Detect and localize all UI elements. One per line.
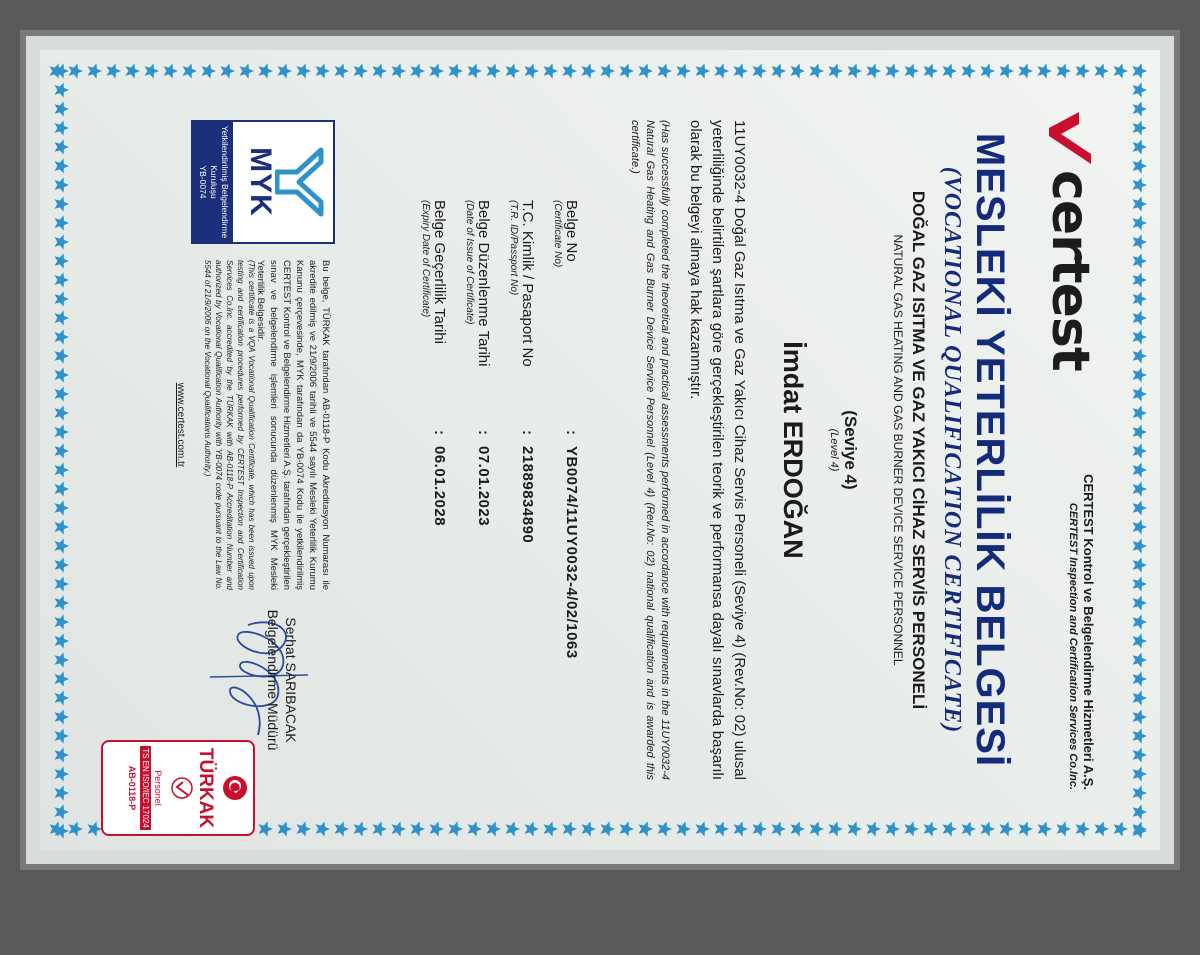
border-star-icon: [373, 63, 388, 78]
border-star-icon: [1133, 139, 1148, 154]
border-star-icon: [1038, 63, 1053, 78]
border-star-icon: [449, 821, 464, 836]
star-border-left: [50, 60, 1150, 82]
signatory-name: Serhat SARIBACAK: [283, 617, 299, 743]
border-star-icon: [563, 63, 578, 78]
border-star-icon: [69, 63, 84, 78]
border-star-icon: [620, 821, 635, 836]
border-star-icon: [55, 158, 70, 173]
border-star-icon: [1133, 63, 1148, 78]
border-star-icon: [88, 63, 103, 78]
border-star-icon: [924, 63, 939, 78]
border-star-icon: [55, 538, 70, 553]
border-star-icon: [316, 63, 331, 78]
border-star-icon: [1114, 821, 1129, 836]
border-star-icon: [145, 63, 160, 78]
border-star-icon: [55, 557, 70, 572]
border-star-icon: [696, 821, 711, 836]
border-star-icon: [1133, 329, 1148, 344]
border-star-icon: [1133, 386, 1148, 401]
border-star-icon: [886, 63, 901, 78]
level-block: [828, 50, 860, 850]
signatory-title: Belgelendirme Müdürü: [265, 609, 281, 751]
border-star-icon: [335, 821, 350, 836]
border-star-icon: [810, 821, 825, 836]
border-star-icon: [810, 63, 825, 78]
border-star-icon: [487, 821, 502, 836]
border-star-icon: [981, 63, 996, 78]
border-star-icon: [924, 821, 939, 836]
field-id-no: [492, 200, 536, 659]
border-star-icon: [1133, 766, 1148, 781]
border-star-icon: [658, 821, 673, 836]
border-star-icon: [88, 821, 103, 836]
border-star-icon: [55, 234, 70, 249]
border-star-icon: [55, 728, 70, 743]
border-star-icon: [55, 405, 70, 420]
field-certificate-no: [536, 200, 580, 659]
border-star-icon: [55, 766, 70, 781]
border-star-icon: [55, 310, 70, 325]
border-star-icon: [1133, 785, 1148, 800]
field-label-en: (Expiry Date of Certificate): [420, 200, 431, 318]
border-star-icon: [601, 821, 616, 836]
myk-letters: MYK: [244, 147, 277, 217]
border-star-icon: [1133, 671, 1148, 686]
legal-text-en: (This certificate is a VQA Vocational Qualification Certificate, which has been issued upon testing and certification procedures performed by CERTEST Inspection and Certification Services Co.Inc. accredited by the TÜRKAK with AB-0118-P Accreditation Number and authorized by Vocational Qualification Authority with YB-0074 code pursuant to the Law No. 5544 of 21/9/2006 on the Vocational Qualifications Authority.): [203, 260, 256, 590]
field-value: 07.01.2023: [475, 446, 492, 527]
border-star-icon: [50, 63, 64, 78]
title-en: (VOCATIONAL QUALIFICATION CERTIFICATE): [939, 166, 965, 734]
field-issue-date: [448, 200, 492, 659]
border-star-icon: [886, 821, 901, 836]
field-label: Belge No: [563, 200, 580, 262]
border-star-icon: [1133, 709, 1148, 724]
border-star-icon: [563, 821, 578, 836]
border-star-icon: [544, 821, 559, 836]
border-star-icon: [639, 821, 654, 836]
border-star-icon: [107, 63, 122, 78]
border-star-icon: [582, 63, 597, 78]
statement-tr: 11UY0032-4 Doğal Gaz Isıtma ve Gaz Yakıcı Cihaz Servis Personeli (Seviye 4) (Rev.No: 02) ulusal yeterliliğinde belirtilen şartlara göre gerçekleştirilen teorik ve performansa dayalı sınavlarda başarılı olarak bu belgeyi almaya hak kazanmıştır.: [687, 120, 748, 780]
star-border-top: [1128, 60, 1150, 840]
border-star-icon: [55, 633, 70, 648]
star-border-bottom: [50, 60, 72, 840]
border-star-icon: [430, 63, 445, 78]
legal-text-tr: Bu belge, TÜRKAK tarafından AB-0118-P Kodu Akreditasyon Numarası ile akredite edilmiş ve 21/9/2006 tarihli ve 5544 sayılı Mesleki Yeterlilik Kurumu Kanunu çerçevesinde, MYK tarafından da YB-0074 Kodu ile yetkilendirilmiş CERTEST Kontrol ve Belgelendirme Hizmetleri A.Ş. tarafından gerçekleştirilen sınav ve belgelendirme işlemleri sonucunda düzenlenmiş MYK Mesleki Yeterlilik Belgesidir.: [255, 260, 331, 590]
border-star-icon: [55, 177, 70, 192]
certest-check-icon: [1047, 110, 1093, 164]
border-star-icon: [449, 63, 464, 78]
turkak-name: TÜRKAK: [195, 747, 216, 829]
border-star-icon: [867, 63, 882, 78]
holder-name: İmdat ERDOĞAN: [778, 341, 808, 559]
border-star-icon: [1114, 63, 1129, 78]
field-value: YB0074/11UY0032-4/02/1063: [563, 446, 580, 659]
border-star-icon: [1133, 443, 1148, 458]
border-star-icon: [221, 63, 236, 78]
myk-subtitle: Yetkilendirilmiş Belgelendirme Kuruluşu: [209, 125, 230, 239]
border-star-icon: [55, 614, 70, 629]
border-star-icon: [1133, 367, 1148, 382]
border-star-icon: [544, 63, 559, 78]
issuer-name-en: CERTEST Inspection and Certification Services Co.Inc.: [1067, 502, 1079, 790]
border-star-icon: [55, 386, 70, 401]
border-star-icon: [1133, 82, 1148, 97]
border-star-icon: [1095, 63, 1110, 78]
border-star-icon: [715, 63, 730, 78]
turkish-flag-icon: [222, 775, 248, 801]
border-star-icon: [55, 215, 70, 230]
border-star-icon: [1133, 462, 1148, 477]
handwritten-signature: [208, 605, 318, 745]
border-star-icon: [696, 63, 711, 78]
border-star-icon: [943, 821, 958, 836]
brand-name: certest: [1040, 170, 1100, 371]
border-star-icon: [582, 821, 597, 836]
border-star-icon: [1038, 821, 1053, 836]
border-star-icon: [1019, 63, 1034, 78]
border-star-icon: [1057, 821, 1072, 836]
certificate-title: [938, 90, 1012, 810]
border-star-icon: [1133, 633, 1148, 648]
border-star-icon: [620, 63, 635, 78]
border-star-icon: [734, 63, 749, 78]
border-star-icon: [55, 481, 70, 496]
border-star-icon: [981, 821, 996, 836]
border-star-icon: [55, 291, 70, 306]
border-star-icon: [1133, 481, 1148, 496]
border-star-icon: [164, 63, 179, 78]
border-star-icon: [1133, 101, 1148, 116]
border-star-icon: [430, 821, 445, 836]
border-star-icon: [55, 690, 70, 705]
border-star-icon: [943, 63, 958, 78]
border-star-icon: [1133, 519, 1148, 534]
border-star-icon: [69, 821, 84, 836]
border-star-icon: [373, 821, 388, 836]
border-star-icon: [468, 821, 483, 836]
signatory: [264, 590, 300, 770]
border-star-icon: [1133, 272, 1148, 287]
certificate-fields: [404, 200, 580, 659]
turkak-accreditation-mark: [101, 740, 255, 836]
border-star-icon: [55, 785, 70, 800]
qualification-en: NATURAL GAS HEATING AND GAS BURNER DEVICE SERVICE PERSONNEL: [891, 234, 905, 666]
border-star-icon: [55, 671, 70, 686]
border-star-icon: [506, 63, 521, 78]
border-star-icon: [55, 576, 70, 591]
border-star-icon: [1133, 405, 1148, 420]
field-separator: :: [563, 430, 580, 435]
border-star-icon: [734, 821, 749, 836]
border-star-icon: [905, 821, 920, 836]
border-star-icon: [639, 63, 654, 78]
border-star-icon: [259, 821, 274, 836]
border-star-icon: [1076, 821, 1091, 836]
border-star-icon: [1133, 424, 1148, 439]
statement-en: (Has successfully completed the theoretical and practical assessments performed in accordance with requirements in the 11UY0032-4 Natural Gas Heating and Gas Burner Device Service Personnel (Level 4) (Rev.No: 02) national qualification and is awarded this certificate.): [629, 120, 671, 780]
border-star-icon: [487, 63, 502, 78]
border-star-icon: [354, 821, 369, 836]
border-star-icon: [55, 595, 70, 610]
border-star-icon: [1133, 821, 1148, 836]
border-star-icon: [55, 652, 70, 667]
border-star-icon: [55, 120, 70, 135]
border-star-icon: [1133, 576, 1148, 591]
border-star-icon: [1133, 215, 1148, 230]
border-star-icon: [55, 367, 70, 382]
border-star-icon: [55, 101, 70, 116]
border-star-icon: [316, 821, 331, 836]
border-star-icon: [240, 63, 255, 78]
border-star-icon: [55, 747, 70, 762]
field-separator: :: [519, 430, 536, 435]
border-star-icon: [1133, 614, 1148, 629]
border-star-icon: [1133, 291, 1148, 306]
website-link[interactable]: www.certest.com.tr: [175, 382, 186, 468]
turkak-type: Personel: [153, 770, 163, 806]
border-star-icon: [867, 821, 882, 836]
border-star-icon: [525, 63, 540, 78]
border-star-icon: [1057, 63, 1072, 78]
border-star-icon: [715, 821, 730, 836]
border-star-icon: [392, 821, 407, 836]
border-star-icon: [753, 821, 768, 836]
border-star-icon: [753, 63, 768, 78]
border-star-icon: [506, 821, 521, 836]
field-label: Belge Geçerlilik Tarihi: [431, 200, 448, 344]
border-star-icon: [297, 821, 312, 836]
border-star-icon: [905, 63, 920, 78]
border-star-icon: [55, 253, 70, 268]
border-star-icon: [354, 63, 369, 78]
turkak-standard: TS EN ISO/IEC 17024: [140, 746, 151, 830]
border-star-icon: [1133, 177, 1148, 192]
check-mark-icon: [170, 774, 194, 802]
border-star-icon: [278, 821, 293, 836]
border-star-icon: [468, 63, 483, 78]
border-star-icon: [183, 63, 198, 78]
border-star-icon: [55, 500, 70, 515]
field-label-en: (Certificate No): [552, 200, 563, 268]
field-expiry-date: [404, 200, 448, 659]
qualification-tr: DOĞAL GAZ ISITMA VE GAZ YAKICI CİHAZ SERVİS PERSONELİ: [909, 190, 928, 710]
border-star-icon: [1133, 310, 1148, 325]
myk-authorization-bar: [193, 122, 233, 242]
border-star-icon: [202, 63, 217, 78]
myk-logo: [191, 120, 335, 244]
border-star-icon: [677, 63, 692, 78]
border-star-icon: [1133, 690, 1148, 705]
certest-logo: [1040, 110, 1100, 371]
border-star-icon: [297, 63, 312, 78]
border-star-icon: [55, 139, 70, 154]
field-value: 06.01.2028: [431, 446, 448, 527]
border-star-icon: [1133, 595, 1148, 610]
border-star-icon: [392, 63, 407, 78]
field-label: T.C. Kimlik / Pasaport No: [519, 200, 536, 367]
border-star-icon: [55, 519, 70, 534]
border-star-icon: [1133, 538, 1148, 553]
border-star-icon: [1076, 63, 1091, 78]
field-label: Belge Düzenlenme Tarihi: [475, 200, 492, 367]
border-star-icon: [50, 821, 64, 836]
border-star-icon: [1133, 728, 1148, 743]
border-star-icon: [1133, 348, 1148, 363]
border-star-icon: [962, 63, 977, 78]
border-star-icon: [411, 63, 426, 78]
field-separator: :: [475, 430, 492, 435]
myk-code: YB-0074: [198, 165, 208, 199]
border-star-icon: [1133, 500, 1148, 515]
border-star-icon: [335, 63, 350, 78]
title-tr: MESLEKİ YETERLİLİK BELGESİ: [968, 132, 1012, 768]
myk-emblem-icon: [275, 144, 325, 220]
border-star-icon: [1133, 747, 1148, 762]
border-star-icon: [55, 272, 70, 287]
issuer-block: [1067, 450, 1096, 790]
border-star-icon: [677, 821, 692, 836]
border-star-icon: [658, 63, 673, 78]
border-star-icon: [1133, 652, 1148, 667]
border-star-icon: [55, 196, 70, 211]
border-star-icon: [1019, 821, 1034, 836]
issuer-name-tr: CERTEST Kontrol ve Belgelendirme Hizmetleri A.Ş.: [1081, 474, 1096, 790]
border-star-icon: [55, 348, 70, 363]
field-label-en: (Date of Issue of Certificate): [464, 200, 475, 325]
qualification-block: [891, 90, 928, 810]
border-star-icon: [55, 424, 70, 439]
border-star-icon: [962, 821, 977, 836]
border-star-icon: [1133, 234, 1148, 249]
border-star-icon: [55, 462, 70, 477]
border-star-icon: [1000, 821, 1015, 836]
field-value: 21889834890: [519, 446, 536, 544]
border-star-icon: [1000, 63, 1015, 78]
border-star-icon: [1133, 253, 1148, 268]
border-star-icon: [126, 63, 141, 78]
certificate: [40, 50, 1160, 850]
border-star-icon: [259, 63, 274, 78]
border-star-icon: [1133, 158, 1148, 173]
border-star-icon: [55, 82, 70, 97]
border-star-icon: [1133, 120, 1148, 135]
border-star-icon: [55, 709, 70, 724]
field-label-en: (T.R. ID/Passport No): [508, 200, 519, 296]
border-star-icon: [525, 821, 540, 836]
border-star-icon: [278, 63, 293, 78]
border-star-icon: [55, 443, 70, 458]
border-star-icon: [1133, 557, 1148, 572]
level-en: (Level 4): [828, 428, 840, 472]
border-star-icon: [1095, 821, 1110, 836]
turkak-code: AB-0118-P: [127, 765, 137, 811]
border-star-icon: [411, 821, 426, 836]
level-tr: (Seviye 4): [841, 410, 860, 490]
field-separator: :: [431, 430, 448, 435]
border-star-icon: [1133, 196, 1148, 211]
border-star-icon: [55, 329, 70, 344]
border-star-icon: [601, 63, 616, 78]
